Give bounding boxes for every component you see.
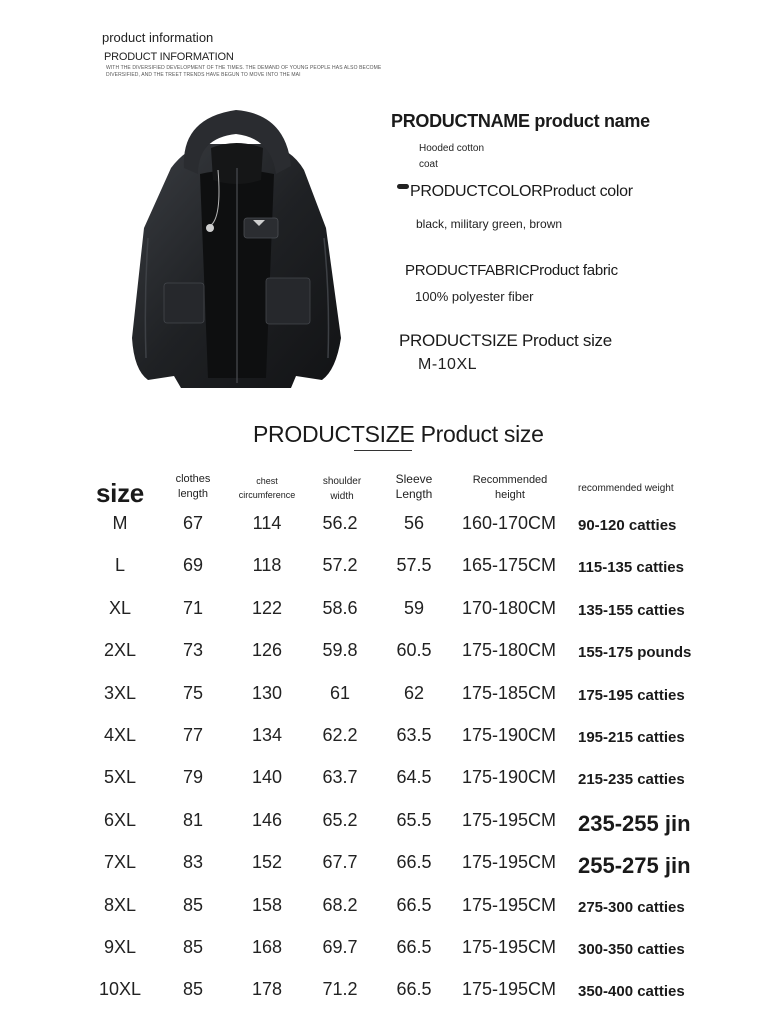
cell-size: 9XL (103, 937, 137, 957)
cell-size: 7XL (103, 852, 137, 873)
cell-chest: 140 (251, 767, 283, 788)
cell-shoulder: 62.2 (322, 725, 358, 745)
cell-height: 170-180CM (461, 597, 557, 618)
cell-chest: 146 (251, 809, 283, 830)
cell-height: 175-190CM (461, 767, 557, 788)
cell-length: 79 (182, 767, 204, 788)
cell-size: 4XL (103, 725, 137, 745)
size-table-title: PRODUCTSIZE Product size (253, 421, 544, 447)
jacket-illustration (126, 108, 346, 398)
cell-weight: 155-175 pounds (578, 644, 692, 662)
product-name-label: PRODUCTNAME product name (391, 111, 650, 131)
cell-length: 75 (182, 682, 204, 703)
cell-length: 67 (182, 513, 204, 533)
cell-size: 3XL (103, 682, 137, 703)
cell-shoulder: 58.6 (322, 597, 358, 618)
product-name-value: Hooded cotton coat (419, 143, 485, 170)
cell-size: XL (108, 597, 132, 618)
cell-sleeve: 60.5 (396, 640, 432, 661)
cell-shoulder: 57.2 (322, 555, 358, 576)
cell-height: 175-195CM (461, 894, 557, 915)
cell-sleeve: 66.5 (396, 937, 432, 957)
cell-shoulder: 56.2 (322, 513, 358, 533)
cell-sleeve: 57.5 (396, 555, 432, 576)
cell-length: 81 (182, 809, 204, 830)
cell-length: 85 (182, 894, 204, 915)
cell-length: 85 (182, 979, 204, 1000)
header-shoulder: shoulder width (322, 476, 362, 502)
cell-size: 10XL (98, 979, 142, 1000)
header-size: size (96, 478, 144, 508)
cell-shoulder: 69.7 (322, 937, 358, 957)
product-image (126, 108, 346, 398)
cell-size: 2XL (103, 640, 137, 661)
cell-shoulder: 65.2 (322, 809, 358, 830)
cell-height: 165-175CM (461, 555, 557, 576)
cell-weight: 175-195 catties (578, 686, 685, 704)
cell-size: 5XL (103, 767, 137, 788)
cell-height: 175-190CM (461, 725, 557, 745)
product-fabric-value: 100% polyester fiber (415, 289, 534, 304)
product-size-label: PRODUCTSIZE Product size (399, 331, 612, 350)
cell-sleeve: 65.5 (396, 809, 432, 830)
cell-shoulder: 71.2 (322, 979, 358, 1000)
cell-height: 160-170CM (461, 513, 557, 533)
cell-sleeve: 62 (403, 682, 425, 703)
cell-sleeve: 56 (403, 513, 425, 533)
color-swatch-icon (397, 184, 409, 189)
cell-sleeve: 66.5 (396, 979, 432, 1000)
cell-weight: 215-235 catties (578, 771, 685, 789)
cell-shoulder: 63.7 (322, 767, 358, 788)
cell-weight: 275-300 catties (578, 898, 685, 916)
cell-length: 85 (182, 937, 204, 957)
cell-sleeve: 66.5 (396, 852, 432, 873)
cell-height: 175-180CM (461, 640, 557, 661)
cell-chest: 158 (251, 894, 283, 915)
cell-shoulder: 68.2 (322, 894, 358, 915)
cell-weight: 300-350 catties (578, 941, 685, 958)
cell-weight: 255-275 jin (578, 853, 691, 879)
cell-weight: 90-120 catties (578, 517, 677, 534)
product-size-value: M-10XL (418, 356, 478, 373)
header-title: product information (102, 30, 214, 45)
header-tagline: WITH THE DIVERSIFIED DEVELOPMENT OF THE TIMES. THE DEMAND OF YOUNG PEOPLE HAS ALSO BECOME DIVERSIFIED, AND THE TREET TRENDS HAVE BEGUN TO MOVE INTO THE MAI (106, 65, 382, 78)
cell-shoulder: 67.7 (322, 852, 358, 873)
cell-shoulder: 59.8 (322, 640, 358, 661)
cell-size: L (114, 555, 125, 576)
title-underline (354, 450, 412, 451)
header-length: clothes length (175, 473, 211, 500)
cell-height: 175-195CM (461, 979, 557, 1000)
cell-size: 6XL (103, 809, 137, 830)
cell-length: 83 (182, 852, 204, 873)
cell-chest: 134 (251, 725, 283, 745)
cell-weight: 350-400 catties (578, 983, 685, 1001)
header-sleeve: Sleeve Length (395, 472, 433, 501)
cell-shoulder: 61 (329, 682, 351, 703)
cell-length: 77 (182, 725, 204, 745)
header-weight: recommended weight (578, 483, 674, 494)
cell-weight: 235-255 jin (578, 810, 691, 836)
cell-length: 69 (182, 555, 204, 576)
cell-length: 73 (182, 640, 204, 661)
cell-chest: 178 (251, 979, 283, 1000)
product-fabric-label: PRODUCTFABRICProduct fabric (405, 262, 618, 279)
cell-chest: 130 (251, 682, 283, 703)
cell-height: 175-195CM (461, 937, 557, 957)
cell-sleeve: 64.5 (396, 767, 432, 788)
cell-chest: 114 (252, 513, 282, 533)
cell-sleeve: 59 (403, 597, 425, 618)
product-color-value: black, military green, brown (416, 217, 563, 231)
cell-chest: 118 (252, 555, 282, 576)
header-subtitle: PRODUCT INFORMATION (104, 51, 234, 63)
cell-length: 71 (182, 597, 204, 618)
cell-weight: 195-215 catties (578, 729, 685, 746)
cell-sleeve: 66.5 (396, 894, 432, 915)
cell-chest: 122 (251, 597, 283, 618)
cell-height: 175-185CM (461, 682, 557, 703)
cell-sleeve: 63.5 (396, 725, 432, 745)
cell-size: M (112, 513, 128, 533)
cell-chest: 152 (251, 852, 283, 873)
cell-size: 8XL (103, 894, 137, 915)
cell-weight: 135-155 catties (578, 601, 685, 619)
cell-height: 175-195CM (461, 809, 557, 830)
header-height: Recommended height (472, 474, 548, 501)
cell-weight: 115-135 catties (578, 559, 684, 577)
cell-chest: 168 (251, 937, 283, 957)
product-color-label: PRODUCTCOLORProduct color (410, 183, 633, 200)
cell-chest: 126 (251, 640, 283, 661)
header-chest: chest circumference (238, 476, 296, 500)
cell-height: 175-195CM (461, 852, 557, 873)
